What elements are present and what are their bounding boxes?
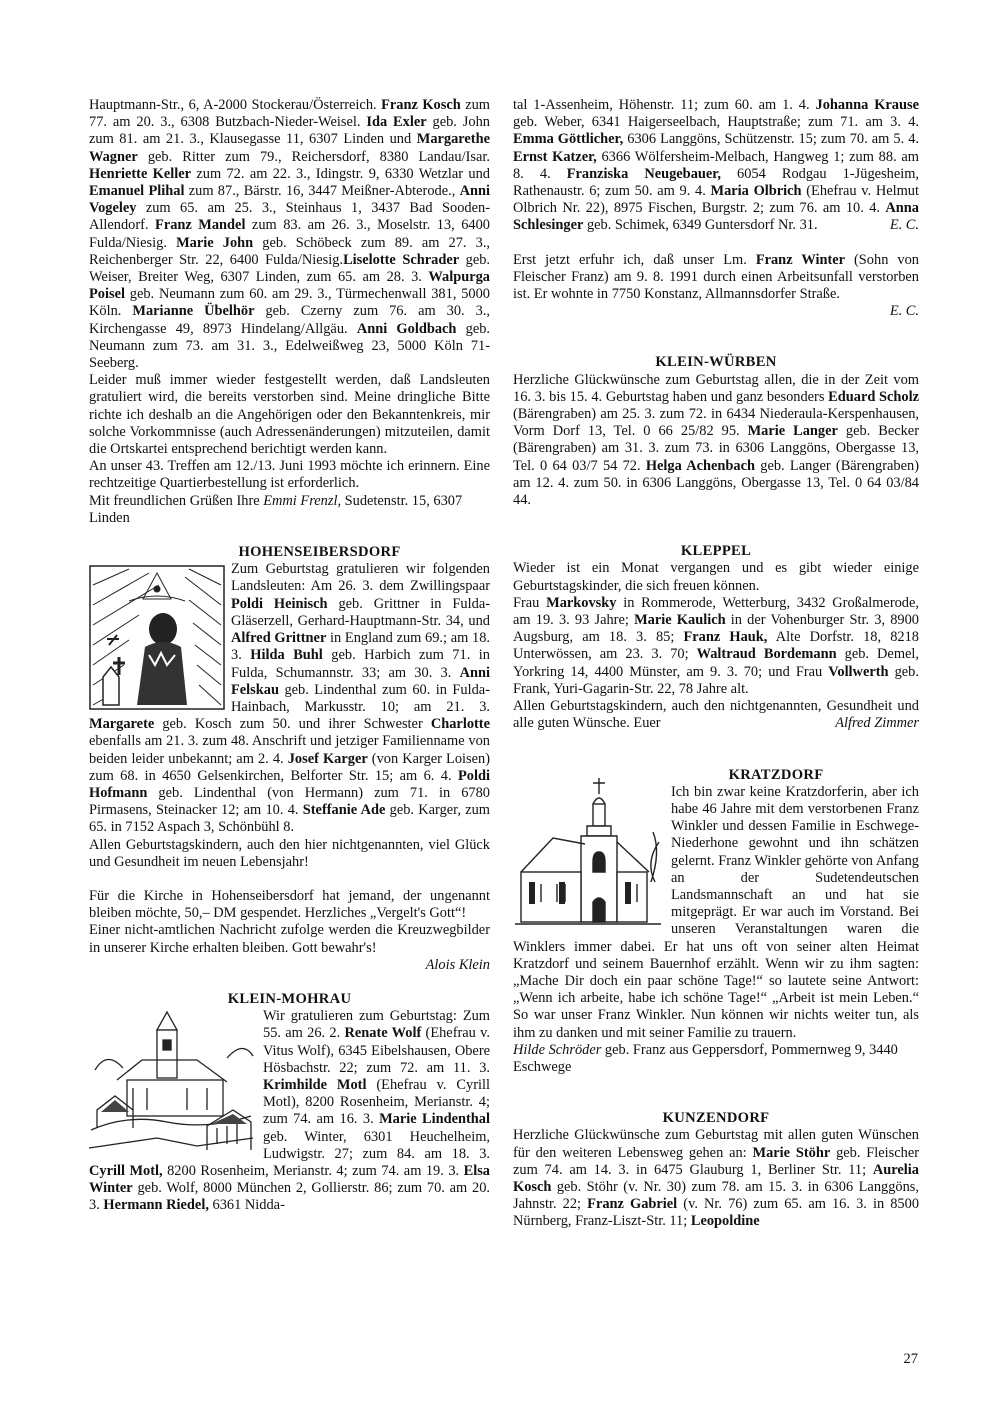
deceased-note: Leider muß immer wieder festgestellt werden, daß Landsleuten gratuliert wird, die bereits verstorben sind. Meine dringliche Bitte richte ich deshalb an die Angehörigen oder den Bekanntenkreis, mir solche Vorkommnisse (auch Adressenänderungen) mitzuteilen, damit die Ortskartei entsprechend berichtigt werden kann. bbox=[89, 372, 490, 458]
name-highlight: Emanuel Plihal bbox=[89, 183, 185, 200]
signature-alois-klein: Alois Klein bbox=[425, 956, 490, 973]
name-highlight: Anna Schlesinger bbox=[513, 200, 919, 234]
left-column bbox=[89, 97, 490, 1215]
kleppel-body bbox=[513, 595, 919, 698]
name-highlight: Hermann Riedel, bbox=[103, 1197, 209, 1214]
kleppel-closing: Allen Geburtstagskindern, auch den nichtgenannten, Gesundheit und alle guten Wünsche. Euer Alfred Zimmer bbox=[513, 698, 919, 732]
name-highlight: Markovsky bbox=[546, 594, 617, 611]
church-donation: Für die Kirche in Hohenseibersdorf hat jemand, der ungenannt bleiben möchte, 50,– DM gespendet. Herzliches „Vergelt's Gott“! bbox=[89, 887, 490, 922]
text-run: zum 87., Bärstr. 16, 3447 Meißner-Abterode., bbox=[184, 183, 460, 200]
name-highlight: Charlotte bbox=[430, 716, 490, 733]
text-run: geb. Lindenthal (von Hermann) zum 71. in 6780 Pirmasens, Steinacker 12; am 10. 4. bbox=[89, 784, 490, 819]
kratzdorf-body: Ich bin zwar keine Kratzdorferin, aber ich habe 46 Jahre mit dem verstorbenen Franz Winkler und dessen Familie in Eschwege-Niederhone gewohnt und ihn schätzen gelernt. Franz Winkler gehörte von Anfang an der Sudetendeutschen Landsmannschaft an und hat sie mitgeprägt. Er war auch im Vorstand. Bei unseren Veranstaltungen waren die Winklers immer dabei. Er hat uns oft von seiner alten Heimat Kratzdorf und seinem Bauernhof erzählt. Wenn wir zu ihm sagten: „Mache Dir doch ein paar schöne Tage!“ so lautete seine Antwort: „Wenn ich arbeite, habe ich schöne Tage!“ „Arbeit ist mein Leben.“ So war unser Franz Winkler. Nun können wir nichts weiter tun, als ihm zu danken und mit seiner Familie zu trauern. bbox=[513, 784, 919, 1042]
name-highlight: Hilda Buhl bbox=[250, 647, 323, 664]
text-run: geb. Becker (Bärengraben) am 31. 3. zum 73. in 6306 Langgöns, Obergasse 13, Tel. 0 64 03/7 54 72. bbox=[513, 423, 919, 474]
kreuzweg-note: Einer nicht-amtlichen Nachricht zufolge werden die Kreuzwegbilder in unserer Kirche erhalten bleiben. Gott bewahr's! bbox=[89, 922, 490, 956]
name-highlight: Aurelia Kosch bbox=[513, 1161, 919, 1195]
text-run: geb. Frank, Yuri-Gagarin-Str. 22, 78 Jahre alt. bbox=[513, 663, 919, 697]
text-run: geb. Neumann zum 60. am 29. 3., Türmechenwall 381, 5000 Köln. bbox=[89, 286, 490, 320]
madonna-woodcut-illustration bbox=[89, 565, 225, 710]
kleppel-intro: Wieder ist ein Monat vergangen und es gibt wieder einige Geburtstagskinder, die sich freuen können. bbox=[513, 560, 919, 594]
name-highlight: Franz Gabriel bbox=[587, 1196, 678, 1213]
name-highlight: Helga Achenbach bbox=[645, 457, 756, 474]
text-run: geb. Demel, Yorkring 14, 4400 Münster, am 9. 3. 70; und Frau bbox=[513, 646, 919, 680]
text-run: Mit freundlichen Grüßen Ihre bbox=[89, 492, 264, 509]
continued-birthdays bbox=[513, 97, 919, 235]
text-run: 6366 Wölfersheim-Melbach, Hangweg 1; zum 88. am 8. 4. bbox=[513, 148, 919, 182]
kunzendorf-body bbox=[513, 1127, 919, 1230]
name-highlight: Waltraud Bordemann bbox=[696, 646, 837, 663]
text-run: zum 65. am 25. 3., Steinhaus 1, 3437 Bad Sooden-Allendorf. bbox=[89, 200, 490, 234]
text-run: (Sohn von Fleischer Franz) am 9. 8. 1991 durch einen Arbeitsunfall verstorben ist. Er wohnte in 7750 Konstanz, Allmannsdorfer Straße. bbox=[513, 251, 919, 303]
klein-wuerben-body bbox=[513, 372, 919, 510]
name-highlight: Vollwerth bbox=[828, 663, 889, 680]
text-run: Erst jetzt erfuhr ich, daß unser Lm. bbox=[513, 251, 756, 268]
text-run: (Bärengraben) am 25. 3. zum 72. in 6434 Niederaula-Kerspenhausen, Vorm Dorf 13, Tel. 0 66 25/82 95. bbox=[513, 406, 919, 440]
text-run: geb. Czerny zum 76. am 30. 3., Kirchengasse 49, 8973 Hindelang/Allgäu. bbox=[89, 303, 491, 337]
text-run: geb. Winter, 6301 Heuchelheim, Ludwigstr. 27; zum 84. am 18. 3. bbox=[263, 1128, 490, 1162]
name-highlight: Franz Mandel bbox=[155, 217, 246, 234]
text-run: (Ehefrau v. Helmut Olbrich Nr. 22), 8975 Fischen, Burgstr. 2; zum 76. am 10. 4. bbox=[513, 183, 919, 217]
text-run: geb. Grittner in Fulda-Gläserzell, Gerhard-Hauptmann-Str. 34, und bbox=[231, 595, 491, 629]
name-highlight: Steffanie Ade bbox=[302, 802, 386, 819]
section-title-hohenseibersdorf: HOHENSEIBERSDORF bbox=[238, 544, 401, 561]
name-highlight: Ernst Katzer, bbox=[513, 148, 597, 165]
name-highlight: Emma Göttlicher, bbox=[513, 131, 624, 148]
page-number: 27 bbox=[903, 1351, 918, 1367]
text-run: geb. Harbich zum 71. in Fulda, Schumannstr. 33; am 30. 3. bbox=[231, 647, 490, 681]
section-title-klein-wuerben: KLEIN-WÜRBEN bbox=[655, 354, 777, 371]
text-run: (Ehefrau v. Vitus Wolf), 6345 Eibelshausen, Obere Hösbachstr. 22; zum 72. am 11. 3. bbox=[263, 1025, 491, 1076]
text-run: geb. Schimek, 6349 Guntersdorf Nr. 31. bbox=[583, 217, 818, 234]
name-highlight: Eduard Scholz bbox=[828, 388, 920, 405]
church-drawing-illustration bbox=[513, 772, 663, 934]
text-run: geb. Karger, zum 65. in 7152 Aspach 3, Schönbühl 8. bbox=[89, 802, 490, 836]
text-run: (v. Nr. 76) zum 65. am 16. 3. in 8500 Nürnberg, Franz-Liszt-Str. 11; bbox=[513, 1196, 920, 1230]
meeting-note: An unser 43. Treffen am 12./13. Juni 1993 möchte ich erinnern. Eine rechtzeitige Quartierbestellung ist erforderlich. bbox=[89, 458, 490, 492]
text-run: geb. Wolf, 8000 München 2, Gollierstr. 86; zum 70. am 20. 3. bbox=[89, 1180, 490, 1214]
name-highlight: Marie John bbox=[176, 234, 254, 251]
text-run: geb. Lindenthal zum 60. in Fulda-Hainbach, Markusstr. 10; am 21. 3. bbox=[231, 681, 490, 715]
name-highlight: Liselotte Schrader bbox=[343, 251, 460, 268]
name-highlight: Walpurga Poisel bbox=[89, 269, 490, 303]
name-highlight: Ida Exler bbox=[366, 114, 427, 131]
name-highlight: Marie Stöhr bbox=[752, 1144, 831, 1161]
name-highlight: Poldi Hofmann bbox=[89, 767, 490, 801]
text-run: geb. Stöhr (v. Nr. 30) zum 78. am 15. 3. in 6306 Langgöns, Jahnstr. 22; bbox=[513, 1178, 919, 1213]
name-highlight: Margarethe Wagner bbox=[89, 131, 490, 165]
klein-mohrau-body bbox=[89, 1008, 490, 1214]
name-highlight: Anni Goldbach bbox=[356, 320, 457, 337]
section-title-kratzdorf: KRATZDORF bbox=[728, 766, 824, 783]
signature-ec-1: E. C. bbox=[889, 217, 919, 234]
text-run: geb. Ritter zum 79., Reichersdorf, 8380 Landau/Isar. bbox=[137, 148, 490, 165]
text-run: geb. Weber, 6341 Haigerseelbach, Hauptstraße; zum 71. am 3. 4. bbox=[513, 114, 919, 131]
text-run: 6361 Nidda- bbox=[208, 1197, 285, 1214]
name-highlight: Anni Felskau bbox=[231, 664, 490, 698]
hohenseibersdorf-body bbox=[89, 561, 490, 836]
text-run: Hauptmann-Str., 6, A-2000 Stockerau/Österreich. bbox=[89, 97, 382, 113]
text-run: 6306 Langgöns, Schützenstr. 15; zum 70. am 5. 4. bbox=[623, 131, 920, 148]
name-highlight: Maria Olbrich bbox=[710, 183, 802, 200]
name-highlight: Leopoldine bbox=[690, 1213, 760, 1230]
kratzdorf-signature: Hilde Schröder geb. Franz aus Geppersdorf, Pommernweg 9, 3440 Eschwege bbox=[513, 1041, 898, 1075]
text-run: Emmi Frenzl, bbox=[263, 492, 342, 509]
right-column bbox=[513, 97, 919, 1231]
name-highlight: Krimhilde Motl bbox=[263, 1076, 367, 1093]
hohenseibersdorf-wishes: Allen Geburtstagskindern, auch den hier nichtgenannten, viel Glück und Gesundheit im neuen Lebensjahr! bbox=[89, 836, 490, 870]
text-run: zum 83. am 26. 3., Moselstr. 13, 6400 Fulda/Niesig. bbox=[89, 217, 490, 251]
name-highlight: Henriette Keller bbox=[89, 165, 192, 182]
text-run: geb. Langer (Bärengraben) am 12. 4. zum 50. in 6306 Langgöns, Obergasse 13, Tel. 0 64 03/84 44. bbox=[513, 457, 920, 509]
text-run: (Ehefrau v. Cyrill Motl), 8200 Rosenheim, Merianstr. 4; zum 74. am 16. 3. bbox=[263, 1076, 490, 1128]
text-run: Herzliche Glückwünsche zum Geburtstag mit allen guten Wünschen für den weiteren Lebensweg gehen an: bbox=[513, 1127, 919, 1161]
signature-alfred-zimmer: Alfred Zimmer bbox=[835, 715, 919, 732]
text-run: Sudetenstr. 15, 6307 Linden bbox=[89, 492, 463, 526]
name-highlight: Marie Langer bbox=[747, 423, 838, 440]
name-highlight: Franziska Neugebauer, bbox=[566, 165, 721, 182]
text-run: 8200 Rosenheim, Merianstr. 4; zum 74. am 19. 3. bbox=[162, 1162, 464, 1179]
text-run: ebenfalls am 21. 3. zum 48. Anschrift und jetziger Familienname von beiden leider unbekannt; am 2. 4. bbox=[89, 733, 490, 767]
village-church-sketch bbox=[87, 1010, 255, 1152]
name-highlight: Marie Kaulich bbox=[634, 612, 726, 629]
text-run: geb. John zum 81. am 21. 3., Klausegasse 11, 6307 Linden und bbox=[89, 114, 490, 148]
name-highlight: Josef Karger bbox=[287, 750, 368, 767]
text-run: tal 1-Assenheim, Höhenstr. 11; zum 60. am 1. 4. bbox=[513, 97, 816, 113]
section-title-kleppel: KLEPPEL bbox=[680, 543, 752, 560]
obituary-franz-winter bbox=[513, 252, 919, 304]
name-highlight: Franz Hauk, bbox=[683, 629, 768, 646]
text-run: in der Vohenburger Str. 3, 8900 Augsburg, am 18. 3. 85; bbox=[513, 612, 920, 646]
name-highlight: Franz Kosch bbox=[381, 97, 461, 113]
text-run: 6054 Rodgau 1-Jügesheim, Rathenaustr. 6; zum 50. am 9. 4. bbox=[513, 165, 920, 200]
text-run: Alte Dorfstr. 18, 8218 Unterwössen, am 23. 3. 70; bbox=[513, 629, 919, 663]
name-highlight: Elsa Winter bbox=[89, 1162, 490, 1197]
text-run: geb. Neumann zum 73. am 31. 3., Edelweißweg 23, 5000 Köln 71-Seeberg. bbox=[89, 320, 491, 372]
name-highlight: Alfred Grittner bbox=[231, 630, 327, 647]
text-run: Zum Geburtstag gratulieren wir folgenden Landsleuten: Am 26. 3. dem Zwillingspaar bbox=[231, 561, 490, 595]
signature-ec-2: E. C. bbox=[889, 303, 919, 320]
text-run: geb. Kosch zum 50. und ihrer Schwester bbox=[154, 716, 431, 733]
name-highlight: Renate Wolf bbox=[344, 1025, 422, 1042]
text-run: Wir gratulieren zum Geburtstag: Zum 55. am 26. 2. bbox=[263, 1008, 490, 1042]
text-run: (von Karger Loisen) zum 68. in 4650 Gelsenkirchen, Belforter Str. 15; am 6. 4. bbox=[89, 750, 490, 784]
section-title-kunzendorf: KUNZENDORF bbox=[662, 1110, 770, 1127]
text-run: Frau bbox=[513, 594, 547, 611]
text-run: zum 77. am 20. 3., 6308 Butzbach-Nieder-Weisel. bbox=[89, 97, 490, 131]
name-highlight: Marianne Übelhör bbox=[132, 303, 255, 320]
name-highlight: Poldi Heinisch bbox=[231, 595, 328, 612]
name-highlight: Anni Vogeley bbox=[89, 183, 490, 217]
text-run: geb. Fleischer zum 74. am 14. 3. in 6475 Glauburg 1, Berliner Str. 11; bbox=[513, 1144, 920, 1178]
text-run: Herzliche Glückwünsche zum Geburtstag allen, die in der Zeit vom 16. 3. bis 15. 4. Geburtstag haben und ganz besonders bbox=[513, 371, 919, 405]
text-run: in Rommerode, Wetterburg, 3432 Großalmerode, am 19. 3. 93 Jahre; bbox=[513, 594, 919, 629]
text-run: geb. Weiser, Breiter Weg, 6307 Linden, zum 65. am 28. 3. bbox=[89, 251, 490, 286]
text-run: in England zum 69.; am 18. 3. bbox=[231, 630, 490, 664]
text-run: geb. Schöbeck zum 89. am 27. 3., Reichenberger Str. 22, 6400 Fulda/Niesig. bbox=[89, 234, 491, 268]
intro-birthdays bbox=[89, 97, 490, 372]
name-highlight: Johanna Krause bbox=[815, 97, 919, 113]
text-run: zum 72. am 22. 3., Idingstr. 9, 6330 Wetzlar und bbox=[191, 165, 490, 182]
section-title-klein-mohrau: KLEIN-MOHRAU bbox=[227, 990, 352, 1007]
greeting bbox=[89, 493, 490, 527]
name-highlight: Cyrill Motl, bbox=[89, 1162, 163, 1179]
name-highlight: Margarete bbox=[89, 716, 155, 733]
name-highlight: Franz Winter bbox=[755, 251, 846, 268]
name-highlight: Marie Lindenthal bbox=[379, 1111, 490, 1128]
